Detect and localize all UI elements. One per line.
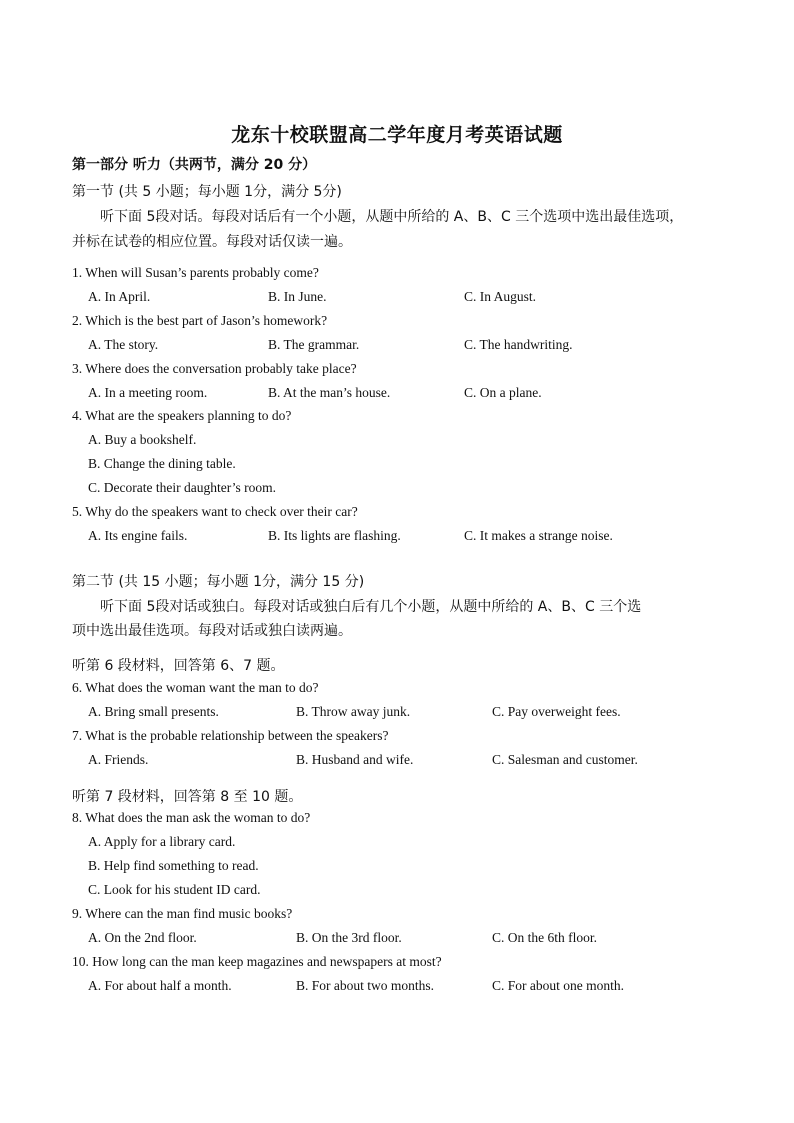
option-b: B. In June. [268,289,327,304]
option-b: B. At the man’s house. [268,385,391,400]
question-stem: 10. How long can the man keep magazines and newspapers at most? [72,954,442,969]
option-a: A. In a meeting room. [88,385,208,400]
option-a: A. Bring small presents. [88,704,219,719]
option-c: C. Pay overweight fees. [492,704,621,719]
option-b: B. Change the dining table. [88,456,236,471]
option-b: B. For about two months. [296,978,435,993]
option-c: C. In August. [464,289,537,304]
option-b: B. The grammar. [268,337,360,352]
option-c: C. The handwriting. [464,337,573,352]
question-stem: 9. Where can the man find music books? [72,906,293,921]
question-stem: 1. When will Susan’s parents probably come? [72,265,319,280]
question-stem: 8. What does the man ask the woman to do? [72,810,311,825]
option-c: C. On the 6th floor. [492,930,597,945]
option-c: C. On a plane. [464,385,542,400]
option-a: A. In April. [88,289,151,304]
option-c: C. It makes a strange noise. [464,528,613,543]
option-c: C. For about one month. [492,978,624,993]
section1-instruction-line2: 并标在试卷的相应位置。每段对话仅读一遍。 [72,234,352,250]
option-b: B. Its lights are flashing. [268,528,401,543]
option-b: B. Help find something to read. [88,858,259,873]
section2-instruction-line1: 听下面 5段对话或独白。每段对话或独白后有几个小题，从题中所给的 A、B、C 三个选 [100,599,642,615]
option-c: C. Salesman and customer. [492,752,638,767]
option-a: A. Buy a bookshelf. [88,432,197,447]
section2-instruction-line2: 项中选出最佳选项。每段对话或独白读两遍。 [72,623,352,639]
option-b: B. Throw away junk. [296,704,411,719]
option-a: A. The story. [88,337,159,352]
option-a: A. Its engine fails. [88,528,188,543]
question-stem: 7. What is the probable relationship between the speakers? [72,728,389,743]
option-a: A. For about half a month. [88,978,232,993]
option-c: C. Look for his student ID card. [88,882,261,897]
exam-title: 龙东十校联盟高二学年度月考英语试题 [231,124,563,146]
option-a: A. Apply for a library card. [88,834,236,849]
section1-heading: 第一节 (共 5 小题；每小题 1分，满分 5分) [72,184,342,200]
section1-instruction-line1: 听下面 5段对话。每段对话后有一个小题，从题中所给的 A、B、C 三个选项中选出最佳选项， [100,209,684,225]
option-a: A. Friends. [88,752,149,767]
option-b: B. Husband and wife. [296,752,414,767]
section2-heading: 第二节 (共 15 小题；每小题 1分，满分 15 分) [72,574,365,590]
question-stem: 2. Which is the best part of Jason’s homework? [72,313,328,328]
option-a: A. On the 2nd floor. [88,930,197,945]
part1-heading: 第一部分 听力（共两节，满分 20 分） [72,157,317,173]
material-7-heading: 听第 7 段材料，回答第 8 至 10 题。 [72,789,303,805]
question-stem: 3. Where does the conversation probably take place? [72,361,357,376]
question-stem: 4. What are the speakers planning to do? [72,408,292,423]
option-b: B. On the 3rd floor. [296,930,402,945]
question-stem: 6. What does the woman want the man to do? [72,680,319,695]
question-stem: 5. Why do the speakers want to check over their car? [72,504,358,519]
material-6-heading: 听第 6 段材料，回答第 6、7 题。 [72,658,285,674]
option-c: C. Decorate their daughter’s room. [88,480,276,495]
